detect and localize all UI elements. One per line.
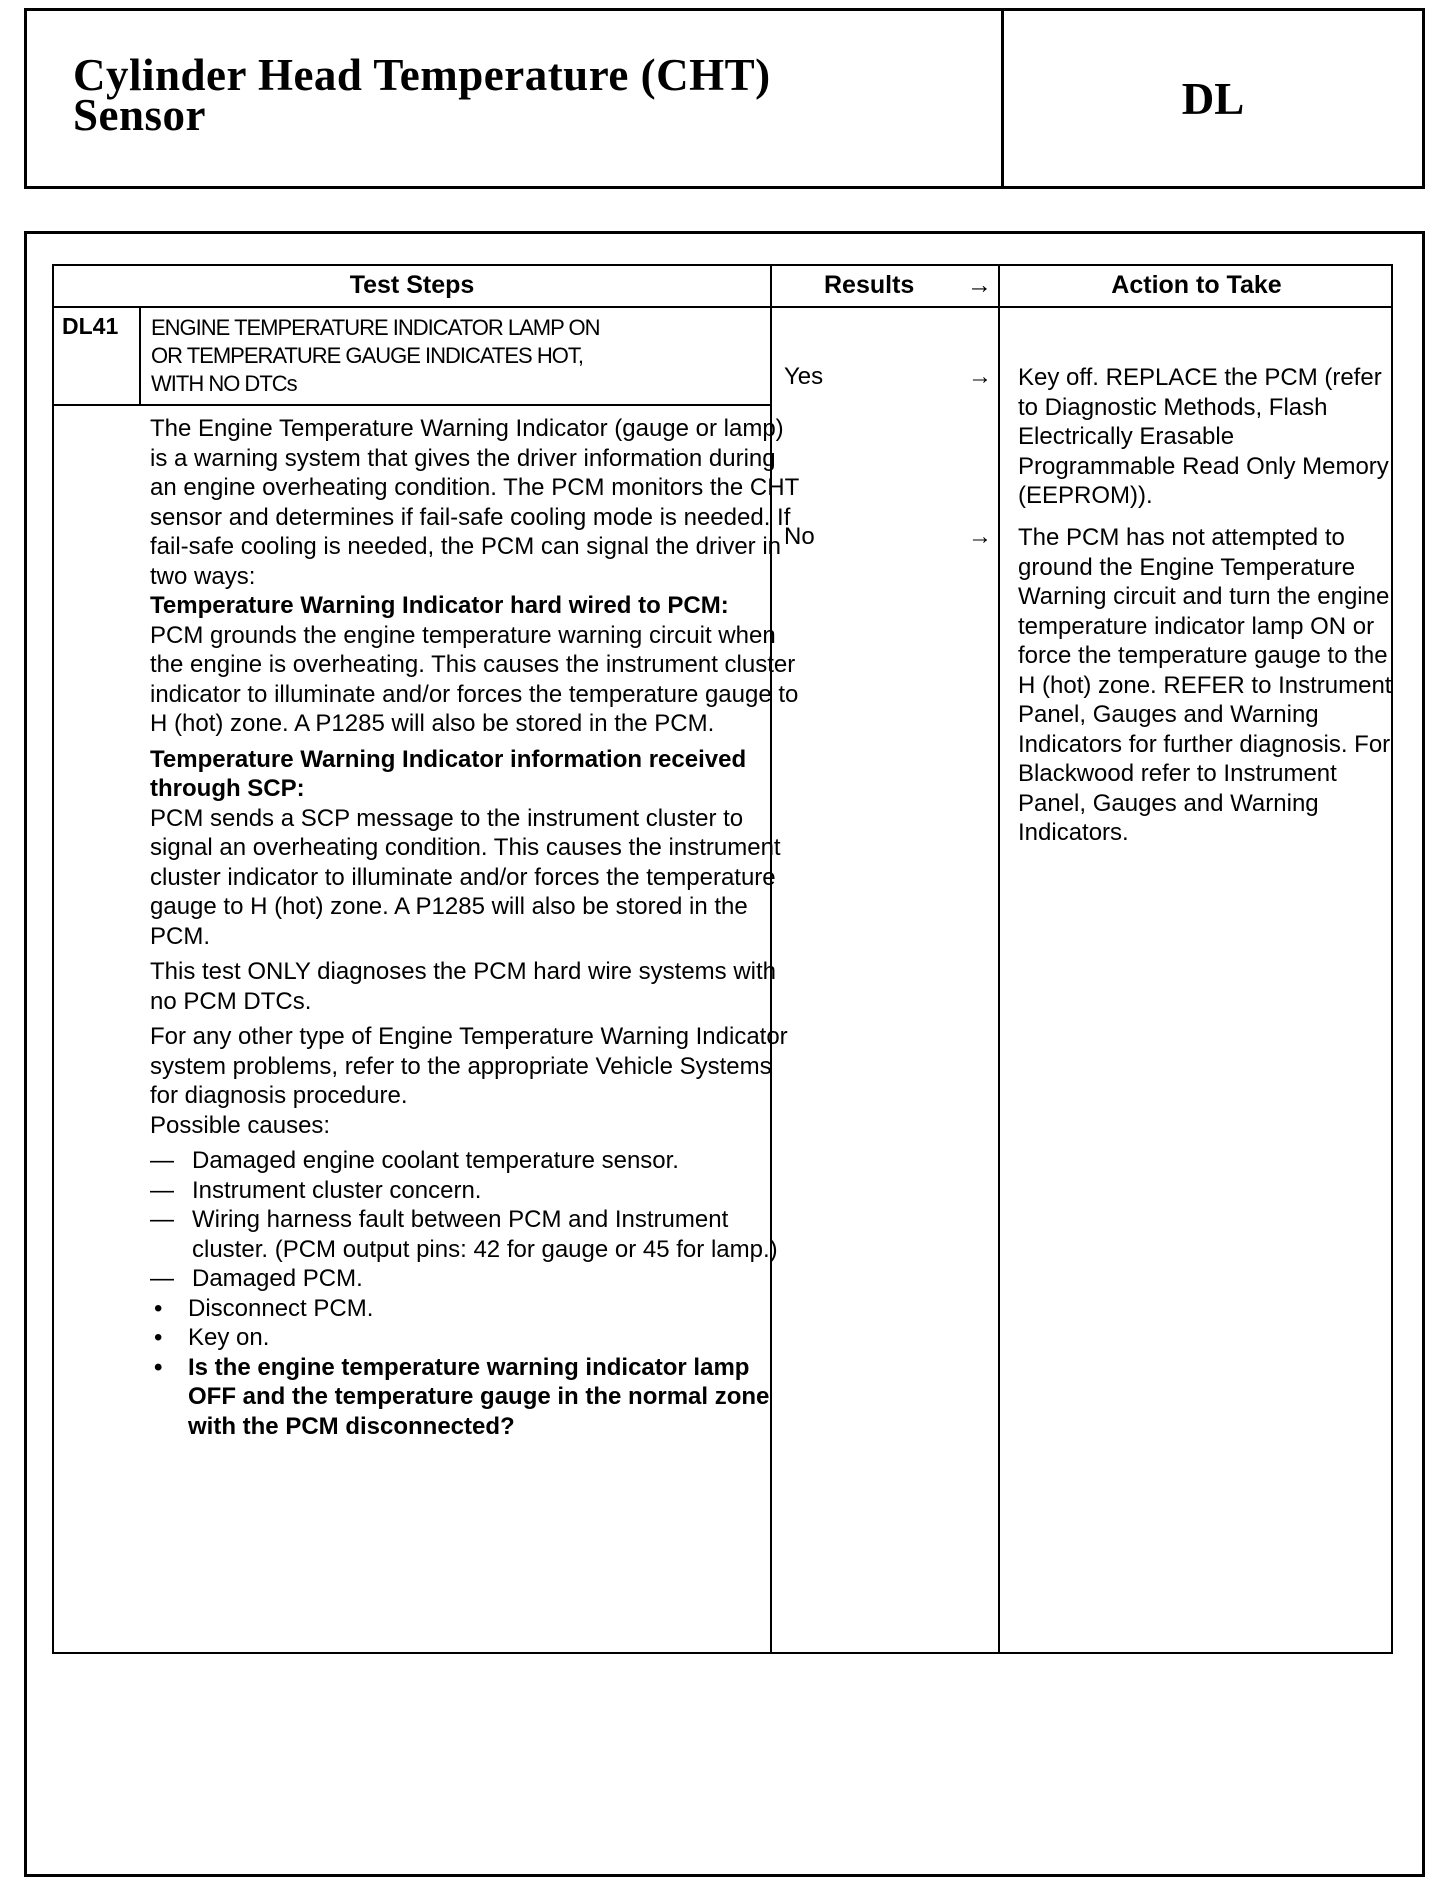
page-title bbox=[73, 50, 973, 140]
list-item: — Damaged PCM. bbox=[150, 1264, 800, 1294]
actions-list bbox=[150, 1294, 800, 1442]
heading-hardwired: Temperature Warning Indicator hard wired to PCM: bbox=[150, 592, 729, 619]
result-yes-arrow-icon: → bbox=[968, 363, 992, 390]
section-code: DL bbox=[1181, 73, 1245, 124]
causes-list bbox=[150, 1146, 800, 1294]
result-yes-label: Yes bbox=[784, 363, 824, 390]
column-header-test-steps: Test Steps bbox=[349, 271, 475, 300]
results-arrow-icon: → bbox=[967, 271, 992, 300]
list-item: — Wiring harness fault between PCM and Instrument cluster. (PCM output pins: 42 for gauge or 45 for lamp.) bbox=[150, 1205, 800, 1264]
step-title-line: ENGINE TEMPERATURE INDICATOR LAMP ON bbox=[151, 315, 600, 340]
question-item: • Is the engine temperature warning indicator lamp OFF and the temperature gauge in the normal zone with the PCM disconnected? bbox=[150, 1353, 800, 1442]
step-id: DL41 bbox=[62, 313, 119, 339]
list-item: — Damaged engine coolant temperature sensor. bbox=[150, 1146, 800, 1176]
step-title bbox=[151, 314, 771, 398]
paragraph-hardwired: PCM grounds the engine temperature warning circuit when the engine is overheating. This causes the instrument cluster indicator to illuminate and/or forces the temperature gauge to H (hot) zone. A P1285 will also be stored in the PCM. bbox=[150, 621, 799, 737]
column-header-results-label: Results bbox=[824, 271, 915, 300]
list-item: — Instrument cluster concern. bbox=[150, 1176, 800, 1206]
column-header-results bbox=[772, 266, 998, 306]
action-no: The PCM has not attempted to ground the Engine Temperature Warning circuit and turn the engine temperature indicator lamp ON or force the temperature gauge to the H (hot) zone. REFER to Instrument Panel, Gauges and Warning Indicators for further diagnosis. For Blackwood refer to Instrument Panel, Gauges and Warning Indicators. bbox=[1018, 524, 1392, 846]
header-box bbox=[24, 8, 1425, 189]
heading-scp: Temperature Warning Indicator information received through SCP: bbox=[150, 745, 747, 802]
list-item: • Key on. bbox=[150, 1323, 800, 1353]
column-header-action: Action to Take bbox=[1111, 271, 1282, 300]
test-steps-table bbox=[52, 264, 1393, 1654]
paragraph-other: For any other type of Engine Temperature Warning Indicator system problems, refer to the appropriate Vehicle Systems for diagnosis procedure. bbox=[150, 1023, 788, 1109]
col-divider-step-id bbox=[139, 306, 141, 406]
step-title-line: WITH NO DTCs bbox=[151, 371, 297, 396]
header-row-divider bbox=[54, 306, 1393, 308]
paragraph-only: This test ONLY diagnoses the PCM hard wire systems with no PCM DTCs. bbox=[150, 958, 777, 1015]
page-title-line-2: Sensor bbox=[73, 90, 207, 140]
result-no-label: No bbox=[784, 523, 815, 550]
step-title-line: OR TEMPERATURE GAUGE INDICATES HOT, bbox=[151, 343, 583, 368]
intro-paragraph: The Engine Temperature Warning Indicator (gauge or lamp) is a warning system that gives the driver information during an engine overheating condition. The PCM monitors the CHT sensor and determines if fail-safe cooling mode is needed. If fail-safe cooling is needed, the PCM can signal the driver in two ways: bbox=[150, 415, 799, 590]
possible-causes-label: Possible causes: bbox=[150, 1111, 331, 1139]
action-yes: Key off. REPLACE the PCM (refer to Diagnostic Methods, Flash Electrically Erasable Programmable Read Only Memory (EEPROM)). bbox=[1018, 364, 1389, 509]
page-title-line-1: Cylinder Head Temperature (CHT) bbox=[73, 50, 771, 100]
paragraph-scp: PCM sends a SCP message to the instrument cluster to signal an overheating condition. This causes the instrument cluster indicator to illuminate and/or forces the temperature gauge to H (hot) zone. A P1285 will also be stored in the PCM. bbox=[150, 804, 781, 950]
step-title-divider bbox=[54, 404, 770, 406]
result-no-arrow-icon: → bbox=[968, 523, 992, 550]
col-divider-results bbox=[998, 266, 1000, 1654]
list-item: • Disconnect PCM. bbox=[150, 1294, 800, 1324]
step-body bbox=[150, 414, 800, 1441]
